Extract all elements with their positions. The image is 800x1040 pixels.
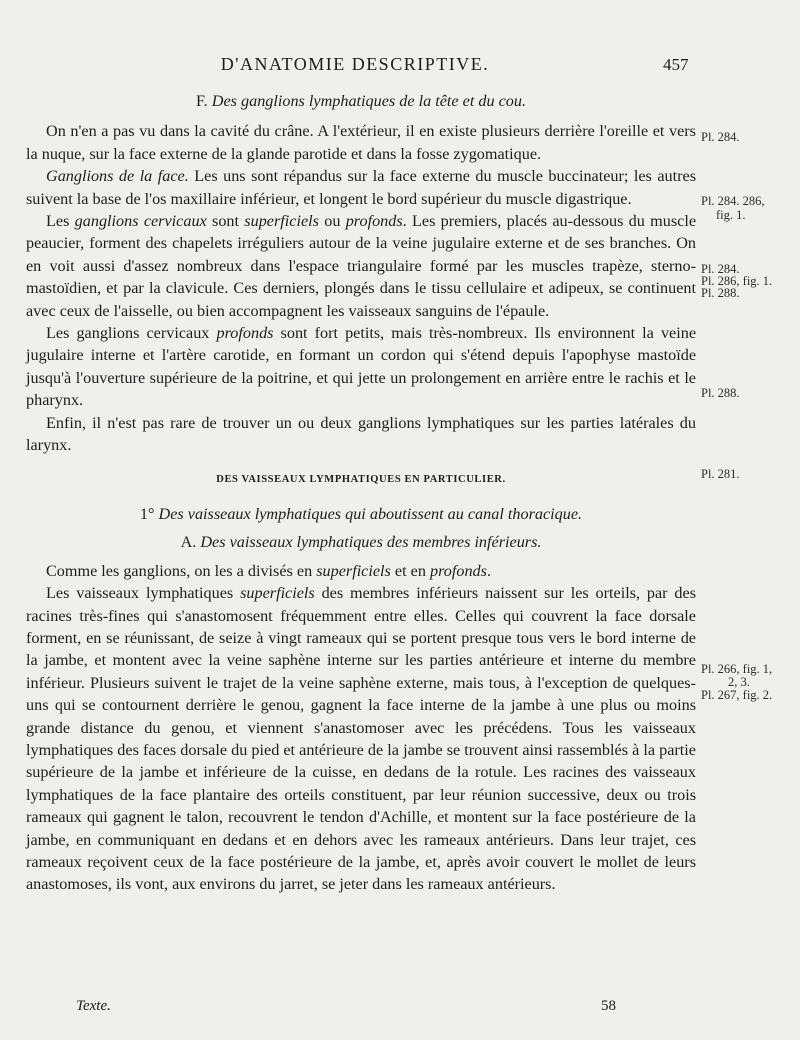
- paragraph-6-text-c: .: [486, 561, 491, 580]
- paragraph-2-text: Les uns sont répandus sur la face externe du muscle buccinateur; les autres suivent la base de l'os maxillaire inférieur, et longent le bord supérieur du muscle digastrique.: [26, 167, 696, 208]
- paragraph-1: On n'en a pas vu dans la cavité du crâne. A l'extérieur, il en existe plusieurs derrière l'oreille et vers la nuque, sur la face externe de la glande parotide et dans la fosse zygomatique.: [26, 122, 696, 163]
- margin-ref-5: Pl. 281.: [701, 467, 740, 481]
- paragraph-4-text-a: Les ganglions cervicaux: [46, 324, 217, 343]
- margin-ref-6b: 2, 3.: [728, 675, 750, 689]
- paragraph-6-text-a: Comme les ganglions, on les a divisés en: [46, 561, 317, 580]
- paragraph-3-italic-3: profonds: [345, 212, 403, 231]
- paragraph-4: [26, 322, 696, 412]
- paragraph-7-text-b: des membres inférieurs naissent sur les orteils, par des racines très-fines qui s'anastomosent fréquemment entre elles. Celles qui couvrent la face dorsale forment, en se réunissant, de seize à vingt rameaux qui se portent presque tous vers le bord interne de la jambe, et montent avec la veine saphène interne sur les parties antérieure et interne du membre inférieur. Plusieurs suivent le trajet de la veine saphène externe, mais tous, à l'exception de quelques-uns qui se contournent derrière le genou, gagnent la face interne de la jambe à une plus ou moins grande distance du genou, et viennent s'anastomoser avec les précédens. Tous les vaisseaux lymphatiques des faces dorsale du pied et antérieure de la jambe se trouvent ainsi rassemblés à la partie supérieure de la jambe et inférieure de la cuisse, en dedans de la rotule. Les racines des vaisseaux lymphatiques de la face plantaire des orteils constituent, par leur réunion successive, deux ou trois rameaux qui gagnent le talon, recouvrent le tendon d'Achille, et montent sur la face postérieure de la jambe, en communiquant en dedans et en dehors avec les rameaux antérieurs. Dans leur trajet, ces rameaux reçoivent ceux de la face postérieure de la jambe, et, après avoir couvert le mollet de leurs anastomoses, ils vont, aux environs du jarret, se jeter dans les rameaux antérieurs.: [26, 584, 697, 894]
- subheading-1-prefix: 1°: [139, 504, 159, 523]
- subheading-a-title: Des vaisseaux lymphatiques des membres inférieurs.: [200, 533, 542, 552]
- margin-ref-6a: Pl. 266, fig. 1,: [701, 662, 773, 676]
- section-f-title: Des ganglions lymphatiques de la tête et du cou.: [211, 92, 527, 110]
- main-text: [26, 88, 696, 896]
- section-f-heading: [26, 88, 696, 120]
- footer-signature-number: 58: [601, 998, 616, 1014]
- paragraph-2-italic: Ganglions de la face.: [46, 167, 189, 186]
- paragraph-6-text-b: et en: [390, 561, 430, 580]
- paragraph-3-text-b: sont: [206, 212, 245, 231]
- paragraph-4-text-b: sont fort petits, mais très-nombreux. Ils environnent la veine jugulaire interne et l'artère carotide, en formant un cordon qui s'étend depuis l'apophyse mastoïde jusqu'à l'ouverture supérieure de la poitrine, et qui jette un prolongement en arrière entre le rachis et le pharynx.: [26, 324, 696, 410]
- margin-ref-2b: fig. 1.: [716, 208, 746, 222]
- paragraph-4-italic: profonds: [216, 324, 274, 343]
- margin-ref-3b: Pl. 286, fig. 1.: [701, 274, 773, 288]
- margin-ref-2a: Pl. 284. 286,: [701, 194, 765, 208]
- footer-signature-text: Texte.: [76, 998, 111, 1014]
- margin-ref-4: Pl. 288.: [701, 386, 740, 400]
- paragraph-3-text-c: ou: [318, 212, 346, 231]
- paragraph-7-italic: superficiels: [240, 584, 315, 603]
- subheading-a-prefix: A.: [180, 533, 201, 552]
- margin-ref-3a: Pl. 284.: [701, 262, 740, 276]
- paragraph-3: [26, 210, 696, 322]
- paragraph-5: Enfin, il n'est pas rare de trouver un ou deux ganglions lymphatiques sur les parties latérales du larynx.: [26, 413, 696, 455]
- subheading-1: [26, 503, 696, 525]
- subheading-vaisseaux-particulier: DES VAISSEAUX LYMPHATIQUES EN PARTICULIER.: [216, 473, 506, 485]
- subheading-1-title: Des vaisseaux lymphatiques qui aboutissent au canal thoracique.: [158, 504, 583, 523]
- section-f-prefix: F.: [195, 92, 212, 110]
- subheading-a: [26, 531, 696, 553]
- paragraph-3-text-d: . Les premiers, placés au-dessous du muscle peaucier, forment des chapelets irréguliers autour de la veine jugulaire externe et de ses branches. On en voit aussi d'assez nombreux dans l'espace triangulaire formé par les muscles trapèze, sterno-mastoïdien, et par la clavicule. Ces derniers, plongés dans le tissu cellulaire et adipeux, se continuent avec ceux de l'aisselle, ou bien accompagnent les vaisseaux sanguins de l'épaule.: [26, 212, 697, 320]
- margin-ref-3c: Pl. 288.: [701, 286, 740, 300]
- page-number: 457: [663, 55, 689, 74]
- paragraph-7-text-a: Les vaisseaux lymphatiques: [46, 584, 241, 603]
- paragraph-3-italic-2: superficiels: [244, 212, 319, 231]
- running-header-title: D'ANATOMIE DESCRIPTIVE.: [220, 54, 490, 74]
- paragraph-3-italic-1: ganglions cervicaux: [74, 212, 207, 231]
- paragraph-6-italic-1: superficiels: [316, 561, 391, 580]
- paragraph-6: [26, 560, 696, 582]
- paragraph-2: [26, 165, 696, 210]
- paragraph-6-italic-2: profonds: [429, 561, 487, 580]
- margin-ref-6c: Pl. 267, fig. 2.: [701, 688, 773, 702]
- margin-ref-1: Pl. 284.: [701, 130, 740, 144]
- paragraph-7: [26, 582, 696, 896]
- paragraph-3-text-a: Les: [46, 212, 75, 231]
